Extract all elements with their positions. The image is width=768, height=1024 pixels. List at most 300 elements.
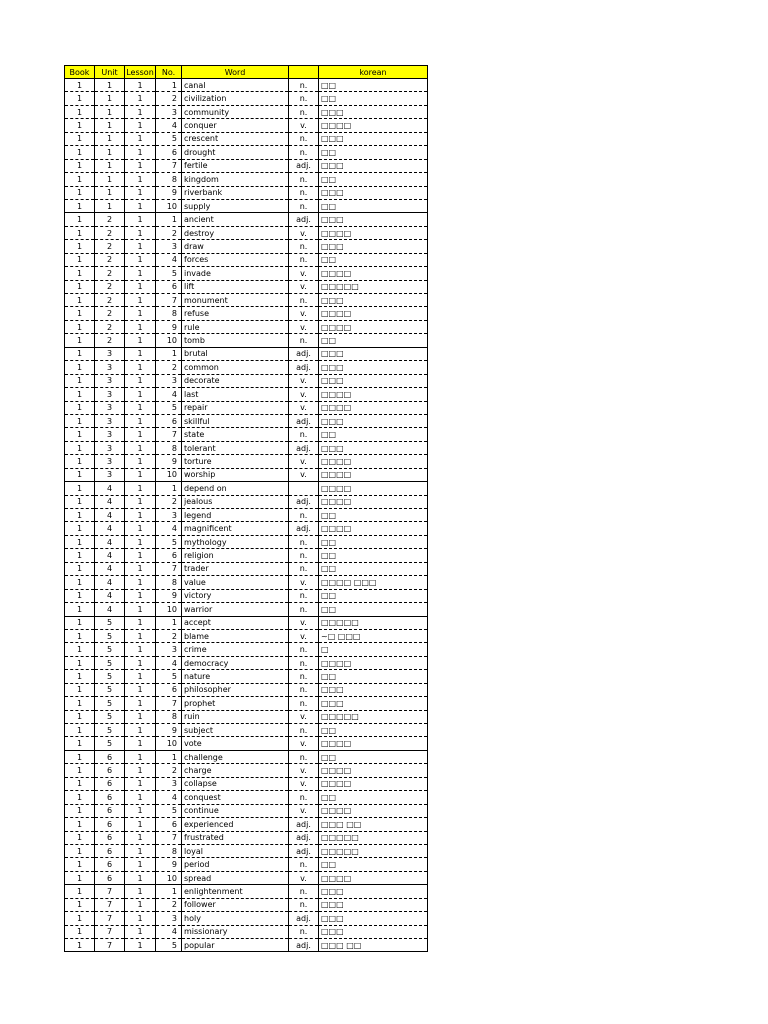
cell-no: 2: [156, 361, 182, 374]
cell-book: 1: [65, 643, 95, 656]
table-row: [65, 428, 428, 441]
cell-pos: n.: [289, 146, 319, 159]
cell-unit: 2: [95, 320, 125, 333]
table-row: [65, 777, 428, 790]
cell-unit: 7: [95, 898, 125, 911]
cell-word: popular: [182, 939, 289, 952]
cell-book: 1: [65, 670, 95, 683]
cell-no: 5: [156, 267, 182, 280]
cell-pos: v.: [289, 267, 319, 280]
header-lesson: Lesson: [126, 67, 154, 77]
cell-korean: □□□: [319, 683, 428, 696]
cell-book: 1: [65, 629, 95, 642]
table-row: [65, 616, 428, 629]
cell-lesson: 1: [125, 280, 156, 293]
table-body: [65, 79, 428, 952]
cell-unit: 2: [95, 267, 125, 280]
header-korean: korean: [319, 66, 428, 79]
cell-no: 1: [156, 482, 182, 495]
table-row: [65, 871, 428, 884]
cell-word: frustrated: [182, 831, 289, 844]
table-row: [65, 105, 428, 118]
cell-korean: □□: [319, 253, 428, 266]
cell-book: 1: [65, 374, 95, 387]
cell-book: 1: [65, 334, 95, 347]
cell-book: 1: [65, 186, 95, 199]
cell-pos: n.: [289, 428, 319, 441]
cell-no: 5: [156, 401, 182, 414]
cell-no: 7: [156, 831, 182, 844]
table-row: [65, 885, 428, 898]
cell-no: 2: [156, 629, 182, 642]
cell-no: 3: [156, 509, 182, 522]
cell-korean: □□□: [319, 441, 428, 454]
cell-unit: 3: [95, 441, 125, 454]
cell-no: 3: [156, 105, 182, 118]
cell-no: 10: [156, 334, 182, 347]
cell-word: nature: [182, 670, 289, 683]
cell-book: 1: [65, 616, 95, 629]
table-row: [65, 737, 428, 750]
cell-word: conquest: [182, 791, 289, 804]
cell-unit: 4: [95, 549, 125, 562]
table-row: [65, 643, 428, 656]
cell-unit: 5: [95, 737, 125, 750]
cell-word: victory: [182, 589, 289, 602]
cell-unit: 2: [95, 280, 125, 293]
table-row: [65, 804, 428, 817]
cell-lesson: 1: [125, 898, 156, 911]
cell-lesson: 1: [125, 871, 156, 884]
table-row: [65, 213, 428, 226]
cell-pos: n.: [289, 294, 319, 307]
cell-unit: 1: [95, 132, 125, 145]
cell-word: collapse: [182, 777, 289, 790]
cell-pos: n.: [289, 334, 319, 347]
cell-pos: adj.: [289, 522, 319, 535]
cell-korean: □□□□□: [319, 616, 428, 629]
cell-korean: □□□□: [319, 777, 428, 790]
cell-word: charge: [182, 764, 289, 777]
cell-no: 3: [156, 643, 182, 656]
cell-word: ancient: [182, 213, 289, 226]
cell-lesson: 1: [125, 844, 156, 857]
cell-korean: □□□□: [319, 320, 428, 333]
cell-word: loyal: [182, 844, 289, 857]
table-row: [65, 509, 428, 522]
cell-no: 1: [156, 213, 182, 226]
cell-no: 10: [156, 468, 182, 481]
cell-pos: v.: [289, 616, 319, 629]
table-row: [65, 912, 428, 925]
cell-unit: 1: [95, 186, 125, 199]
cell-pos: adj.: [289, 831, 319, 844]
header-book: Book: [65, 66, 95, 79]
cell-no: 10: [156, 737, 182, 750]
cell-book: 1: [65, 307, 95, 320]
cell-no: 4: [156, 522, 182, 535]
cell-no: 7: [156, 697, 182, 710]
cell-no: 10: [156, 603, 182, 616]
table-row: [65, 603, 428, 616]
cell-no: 6: [156, 683, 182, 696]
cell-book: 1: [65, 683, 95, 696]
cell-korean: □□□ □□: [319, 939, 428, 952]
table-row: [65, 670, 428, 683]
cell-lesson: 1: [125, 818, 156, 831]
cell-word: last: [182, 388, 289, 401]
cell-word: period: [182, 858, 289, 871]
cell-no: 6: [156, 280, 182, 293]
cell-korean: □□□: [319, 361, 428, 374]
cell-pos: n.: [289, 643, 319, 656]
cell-lesson: 1: [125, 562, 156, 575]
cell-pos: v.: [289, 871, 319, 884]
cell-word: tolerant: [182, 441, 289, 454]
cell-word: brutal: [182, 347, 289, 360]
cell-lesson: 1: [125, 347, 156, 360]
cell-korean: □□□□: [319, 401, 428, 414]
cell-book: 1: [65, 535, 95, 548]
cell-lesson: 1: [125, 267, 156, 280]
cell-korean: □□: [319, 79, 428, 92]
cell-unit: 4: [95, 576, 125, 589]
cell-book: 1: [65, 240, 95, 253]
cell-unit: 3: [95, 455, 125, 468]
cell-unit: 5: [95, 670, 125, 683]
cell-book: 1: [65, 710, 95, 723]
cell-book: 1: [65, 173, 95, 186]
cell-pos: v.: [289, 226, 319, 239]
cell-pos: n.: [289, 240, 319, 253]
cell-no: 6: [156, 146, 182, 159]
table-row: [65, 280, 428, 293]
cell-lesson: 1: [125, 764, 156, 777]
cell-korean: □□: [319, 549, 428, 562]
cell-book: 1: [65, 939, 95, 952]
cell-unit: 4: [95, 482, 125, 495]
cell-pos: [289, 482, 319, 495]
cell-korean: □□□□: [319, 226, 428, 239]
cell-book: 1: [65, 361, 95, 374]
cell-lesson: 1: [125, 831, 156, 844]
cell-book: 1: [65, 92, 95, 105]
cell-lesson: 1: [125, 858, 156, 871]
table-row: [65, 226, 428, 239]
cell-pos: v.: [289, 119, 319, 132]
cell-lesson: 1: [125, 750, 156, 763]
cell-pos: n.: [289, 603, 319, 616]
table-row: [65, 294, 428, 307]
cell-pos: n.: [289, 858, 319, 871]
cell-lesson: 1: [125, 173, 156, 186]
cell-word: challenge: [182, 750, 289, 763]
cell-korean: □□□: [319, 697, 428, 710]
cell-lesson: 1: [125, 388, 156, 401]
cell-no: 10: [156, 199, 182, 212]
table-row: [65, 482, 428, 495]
cell-unit: 5: [95, 710, 125, 723]
cell-pos: n.: [289, 925, 319, 938]
cell-unit: 3: [95, 401, 125, 414]
cell-lesson: 1: [125, 146, 156, 159]
cell-korean: □□□: [319, 885, 428, 898]
cell-korean: □□□: [319, 105, 428, 118]
cell-unit: 3: [95, 388, 125, 401]
cell-lesson: 1: [125, 603, 156, 616]
cell-korean: □□□□: [319, 455, 428, 468]
table-row: [65, 334, 428, 347]
table-row: [65, 119, 428, 132]
cell-lesson: 1: [125, 724, 156, 737]
cell-word: crescent: [182, 132, 289, 145]
table-row: [65, 401, 428, 414]
cell-no: 6: [156, 818, 182, 831]
cell-korean: □□□: [319, 414, 428, 427]
cell-book: 1: [65, 294, 95, 307]
cell-book: 1: [65, 885, 95, 898]
cell-korean: □□□: [319, 213, 428, 226]
cell-no: 8: [156, 710, 182, 723]
cell-word: mythology: [182, 535, 289, 548]
cell-no: 4: [156, 656, 182, 669]
cell-no: 10: [156, 871, 182, 884]
cell-korean: □□: [319, 589, 428, 602]
cell-unit: 3: [95, 414, 125, 427]
cell-no: 1: [156, 885, 182, 898]
cell-book: 1: [65, 844, 95, 857]
cell-korean: □□□□: [319, 656, 428, 669]
cell-book: 1: [65, 347, 95, 360]
cell-word: value: [182, 576, 289, 589]
cell-book: 1: [65, 925, 95, 938]
cell-pos: adj.: [289, 414, 319, 427]
cell-korean: □□: [319, 603, 428, 616]
cell-pos: n.: [289, 750, 319, 763]
table-row: [65, 79, 428, 92]
cell-no: 9: [156, 320, 182, 333]
cell-no: 6: [156, 414, 182, 427]
cell-korean: □□: [319, 334, 428, 347]
cell-unit: 2: [95, 307, 125, 320]
cell-unit: 5: [95, 697, 125, 710]
cell-no: 5: [156, 670, 182, 683]
cell-pos: n.: [289, 670, 319, 683]
cell-unit: 2: [95, 253, 125, 266]
cell-lesson: 1: [125, 495, 156, 508]
cell-pos: n.: [289, 885, 319, 898]
cell-unit: 6: [95, 804, 125, 817]
cell-word: follower: [182, 898, 289, 911]
table-row: [65, 186, 428, 199]
table-row: [65, 764, 428, 777]
cell-unit: 1: [95, 105, 125, 118]
cell-word: missionary: [182, 925, 289, 938]
cell-word: skillful: [182, 414, 289, 427]
cell-no: 2: [156, 898, 182, 911]
cell-korean: □□□□□: [319, 844, 428, 857]
cell-lesson: 1: [125, 616, 156, 629]
cell-unit: 6: [95, 764, 125, 777]
cell-book: 1: [65, 750, 95, 763]
table-row: [65, 858, 428, 871]
cell-book: 1: [65, 428, 95, 441]
cell-unit: 1: [95, 159, 125, 172]
cell-word: forces: [182, 253, 289, 266]
cell-korean: □□□□: [319, 482, 428, 495]
cell-book: 1: [65, 455, 95, 468]
cell-korean: □□□□□: [319, 280, 428, 293]
table-row: [65, 535, 428, 548]
cell-word: riverbank: [182, 186, 289, 199]
cell-pos: adj.: [289, 361, 319, 374]
cell-word: prophet: [182, 697, 289, 710]
table-row: [65, 818, 428, 831]
cell-pos: n.: [289, 132, 319, 145]
cell-lesson: 1: [125, 92, 156, 105]
cell-book: 1: [65, 791, 95, 804]
cell-unit: 6: [95, 844, 125, 857]
cell-book: 1: [65, 858, 95, 871]
cell-unit: 1: [95, 199, 125, 212]
cell-word: blame: [182, 629, 289, 642]
table-row: [65, 576, 428, 589]
table-row: [65, 925, 428, 938]
cell-book: 1: [65, 522, 95, 535]
cell-unit: 2: [95, 294, 125, 307]
cell-korean: □□□: [319, 240, 428, 253]
cell-pos: n.: [289, 173, 319, 186]
cell-no: 4: [156, 119, 182, 132]
cell-pos: v.: [289, 710, 319, 723]
cell-pos: adj.: [289, 213, 319, 226]
cell-word: enlightenment: [182, 885, 289, 898]
cell-no: 7: [156, 428, 182, 441]
cell-word: accept: [182, 616, 289, 629]
cell-lesson: 1: [125, 414, 156, 427]
cell-book: 1: [65, 226, 95, 239]
cell-book: 1: [65, 468, 95, 481]
cell-no: 5: [156, 132, 182, 145]
cell-book: 1: [65, 656, 95, 669]
cell-pos: n.: [289, 656, 319, 669]
cell-no: 9: [156, 589, 182, 602]
cell-lesson: 1: [125, 334, 156, 347]
cell-book: 1: [65, 320, 95, 333]
cell-unit: 6: [95, 831, 125, 844]
cell-korean: □□□□□: [319, 831, 428, 844]
cell-book: 1: [65, 253, 95, 266]
cell-unit: 5: [95, 656, 125, 669]
cell-no: 5: [156, 939, 182, 952]
table-row: [65, 562, 428, 575]
cell-unit: 2: [95, 334, 125, 347]
cell-unit: 4: [95, 535, 125, 548]
cell-word: state: [182, 428, 289, 441]
cell-pos: n.: [289, 724, 319, 737]
cell-book: 1: [65, 495, 95, 508]
cell-book: 1: [65, 267, 95, 280]
cell-unit: 1: [95, 79, 125, 92]
cell-book: 1: [65, 105, 95, 118]
cell-korean: □□□□: [319, 764, 428, 777]
cell-korean: □□□□: [319, 737, 428, 750]
cell-pos: adj.: [289, 844, 319, 857]
cell-book: 1: [65, 549, 95, 562]
cell-book: 1: [65, 912, 95, 925]
cell-unit: 1: [95, 146, 125, 159]
cell-book: 1: [65, 818, 95, 831]
cell-korean: □□: [319, 92, 428, 105]
cell-pos: v.: [289, 307, 319, 320]
cell-unit: 5: [95, 616, 125, 629]
cell-lesson: 1: [125, 401, 156, 414]
cell-lesson: 1: [125, 159, 156, 172]
cell-word: civilization: [182, 92, 289, 105]
cell-unit: 7: [95, 885, 125, 898]
cell-no: 3: [156, 374, 182, 387]
cell-unit: 1: [95, 173, 125, 186]
cell-word: philosopher: [182, 683, 289, 696]
cell-no: 8: [156, 844, 182, 857]
cell-word: monument: [182, 294, 289, 307]
cell-no: 2: [156, 92, 182, 105]
cell-lesson: 1: [125, 294, 156, 307]
cell-pos: n.: [289, 791, 319, 804]
cell-korean: □□□: [319, 186, 428, 199]
cell-pos: n.: [289, 92, 319, 105]
cell-no: 2: [156, 764, 182, 777]
cell-no: 7: [156, 294, 182, 307]
cell-lesson: 1: [125, 240, 156, 253]
cell-korean: □□□: [319, 374, 428, 387]
table-row: [65, 320, 428, 333]
cell-word: destroy: [182, 226, 289, 239]
cell-lesson: 1: [125, 253, 156, 266]
cell-word: invade: [182, 267, 289, 280]
cell-word: jealous: [182, 495, 289, 508]
cell-lesson: 1: [125, 226, 156, 239]
table-row: [65, 831, 428, 844]
cell-pos: v.: [289, 737, 319, 750]
cell-lesson: 1: [125, 697, 156, 710]
cell-korean: □□□□: [319, 495, 428, 508]
table-row: [65, 253, 428, 266]
cell-lesson: 1: [125, 522, 156, 535]
cell-lesson: 1: [125, 589, 156, 602]
cell-lesson: 1: [125, 643, 156, 656]
cell-unit: 4: [95, 589, 125, 602]
cell-lesson: 1: [125, 670, 156, 683]
cell-pos: v.: [289, 777, 319, 790]
cell-lesson: 1: [125, 576, 156, 589]
cell-unit: 5: [95, 724, 125, 737]
cell-lesson: 1: [125, 804, 156, 817]
cell-word: rule: [182, 320, 289, 333]
cell-word: canal: [182, 79, 289, 92]
cell-lesson: 1: [125, 737, 156, 750]
cell-korean: □□□: [319, 347, 428, 360]
cell-no: 1: [156, 347, 182, 360]
cell-book: 1: [65, 697, 95, 710]
cell-lesson: 1: [125, 939, 156, 952]
header-pos: [289, 66, 319, 79]
cell-unit: 6: [95, 791, 125, 804]
cell-korean: □□□: [319, 159, 428, 172]
cell-unit: 3: [95, 428, 125, 441]
table-row: [65, 697, 428, 710]
cell-book: 1: [65, 724, 95, 737]
